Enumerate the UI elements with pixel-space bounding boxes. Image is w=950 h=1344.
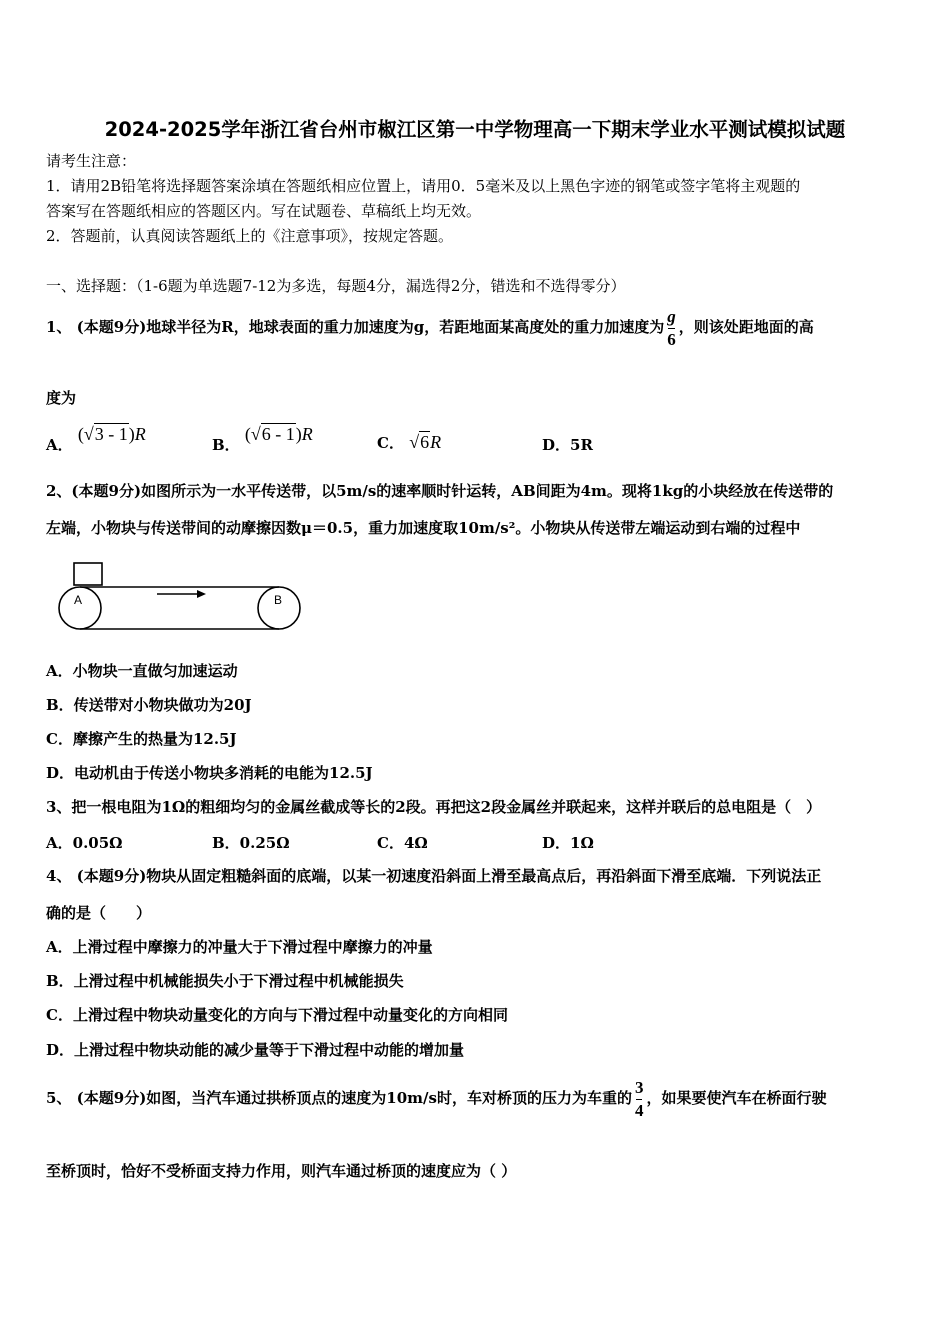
question-3-option-d[interactable]: D．1Ω xyxy=(542,834,594,852)
question-2-option-a[interactable]: A．小物块一直做匀加速运动 xyxy=(46,662,238,680)
notice-line-3: 2．答题前，认真阅读答题纸上的《注意事项》，按规定答题。 xyxy=(46,227,454,245)
question-3-text: 3、把一根电阻为1Ω的粗细均匀的金属丝截成等长的2段。再把这2段金属丝并联起来，这样并联后的总电阻是（ ） xyxy=(46,798,822,816)
question-4-line-1: 4、 (本题9分)物块从固定粗糙斜面的底端，以某一初速度沿斜面上滑至最高点后，再沿斜面下滑至底端．下列说法正 xyxy=(46,867,822,885)
radius-symbol: R xyxy=(134,424,146,444)
pulley-a-label: A xyxy=(74,593,83,607)
block-on-belt xyxy=(74,563,102,585)
question-5-text-b: ，如果要使汽车在桥面行驶 xyxy=(646,1089,827,1107)
fraction-g-over-6 xyxy=(667,306,676,351)
question-4-option-d[interactable]: D．上滑过程中物块动能的减少量等于下滑过程中动能的增加量 xyxy=(46,1041,465,1059)
question-2-option-b[interactable]: B．传送带对小物块做功为20J xyxy=(46,696,252,714)
fraction-denominator: 6 xyxy=(667,329,676,349)
question-1-text-c: 度为 xyxy=(46,389,77,407)
question-5-text-a: 5、 (本题9分)如图，当汽车通过拱桥顶点的速度为10m/s时，车对桥顶的压力为车重的 xyxy=(46,1089,632,1107)
question-1-option-c[interactable]: C． √6R xyxy=(377,432,442,452)
question-4-line-2: 确的是（ ） xyxy=(46,904,152,922)
fraction-denominator: 4 xyxy=(634,1100,644,1120)
conveyor-belt-diagram xyxy=(54,560,304,636)
question-1-option-d[interactable]: D．5R xyxy=(542,436,593,454)
question-3-option-a[interactable]: A．0.05Ω xyxy=(46,834,123,852)
page-title: 2024-2025学年浙江省台州市椒江区第一中学物理高一下期末学业水平测试模拟试题 xyxy=(104,118,846,141)
pulley-b-label: B xyxy=(274,593,283,607)
question-4-option-c[interactable]: C．上滑过程中物块动量变化的方向与下滑过程中动量变化的方向相同 xyxy=(46,1006,508,1024)
radius-symbol: R xyxy=(301,424,313,444)
question-1-option-b[interactable]: B． (√6 - 1)R xyxy=(212,424,313,454)
notice-line-1: 1．请用2B铅笔将选择题答案涂填在答题纸相应位置上，请用0．5毫米及以上黑色字迹的钢笔或签字笔将主观题的 xyxy=(46,177,801,195)
question-4-option-b[interactable]: B．上滑过程中机械能损失小于下滑过程中机械能损失 xyxy=(46,972,404,990)
option-label: C． xyxy=(377,434,404,452)
question-1 xyxy=(46,304,814,351)
notice-line-2: 答案写在答题纸相应的答题区内。写在试题卷、草稿纸上均无效。 xyxy=(46,202,482,220)
question-2-line-2: 左端，小物块与传送带间的动摩擦因数μ＝0.5，重力加速度取10m/s²。小物块从传送带左端运动到右端的过程中 xyxy=(46,519,801,537)
option-a-expression: 3 - 1 xyxy=(94,424,128,444)
option-label: A． xyxy=(46,436,73,454)
question-2-line-1: 2、(本题9分)如图所示为一水平传送带，以5m/s的速率顺时针运转，AB间距为4m。现将1kg的小块经放在传送带的 xyxy=(46,482,834,500)
question-2-option-d[interactable]: D．电动机由于传送小物块多消耗的电能为12.5J xyxy=(46,764,373,782)
fraction-numerator: g xyxy=(667,306,676,326)
question-1-text-a: 1、 (本题9分)地球半径为R，地球表面的重力加速度为g，若距地面某高度处的重力加速度为 xyxy=(46,318,665,336)
option-c-expression: 6 xyxy=(420,432,430,452)
question-5-line-2: 至桥顶时，恰好不受桥面支持力作用，则汽车通过桥顶的速度应为（ ） xyxy=(46,1162,517,1180)
question-1-text-b: ，则该处距地面的高 xyxy=(678,318,814,336)
fraction-numerator: 3 xyxy=(634,1077,644,1097)
section-heading: 一、选择题：（1-6题为单选题7-12为多选，每题4分，漏选得2分，错选和不选得零分） xyxy=(46,277,626,295)
option-label: B． xyxy=(212,436,240,454)
question-3-option-b[interactable]: B．0.25Ω xyxy=(212,834,290,852)
question-2-option-c[interactable]: C．摩擦产生的热量为12.5J xyxy=(46,730,237,748)
option-b-expression: 6 - 1 xyxy=(261,424,295,444)
question-5 xyxy=(46,1074,826,1122)
question-4-option-a[interactable]: A．上滑过程中摩擦力的冲量大于下滑过程中摩擦力的冲量 xyxy=(46,938,433,956)
question-1-option-a[interactable]: A． (√3 - 1)R xyxy=(46,424,146,454)
question-3-option-c[interactable]: C．4Ω xyxy=(377,834,428,852)
arrow-head xyxy=(197,590,206,598)
radius-symbol: R xyxy=(430,432,442,452)
fraction-3-over-4 xyxy=(635,1077,644,1122)
notice-heading: 请考生注意： xyxy=(46,152,137,170)
